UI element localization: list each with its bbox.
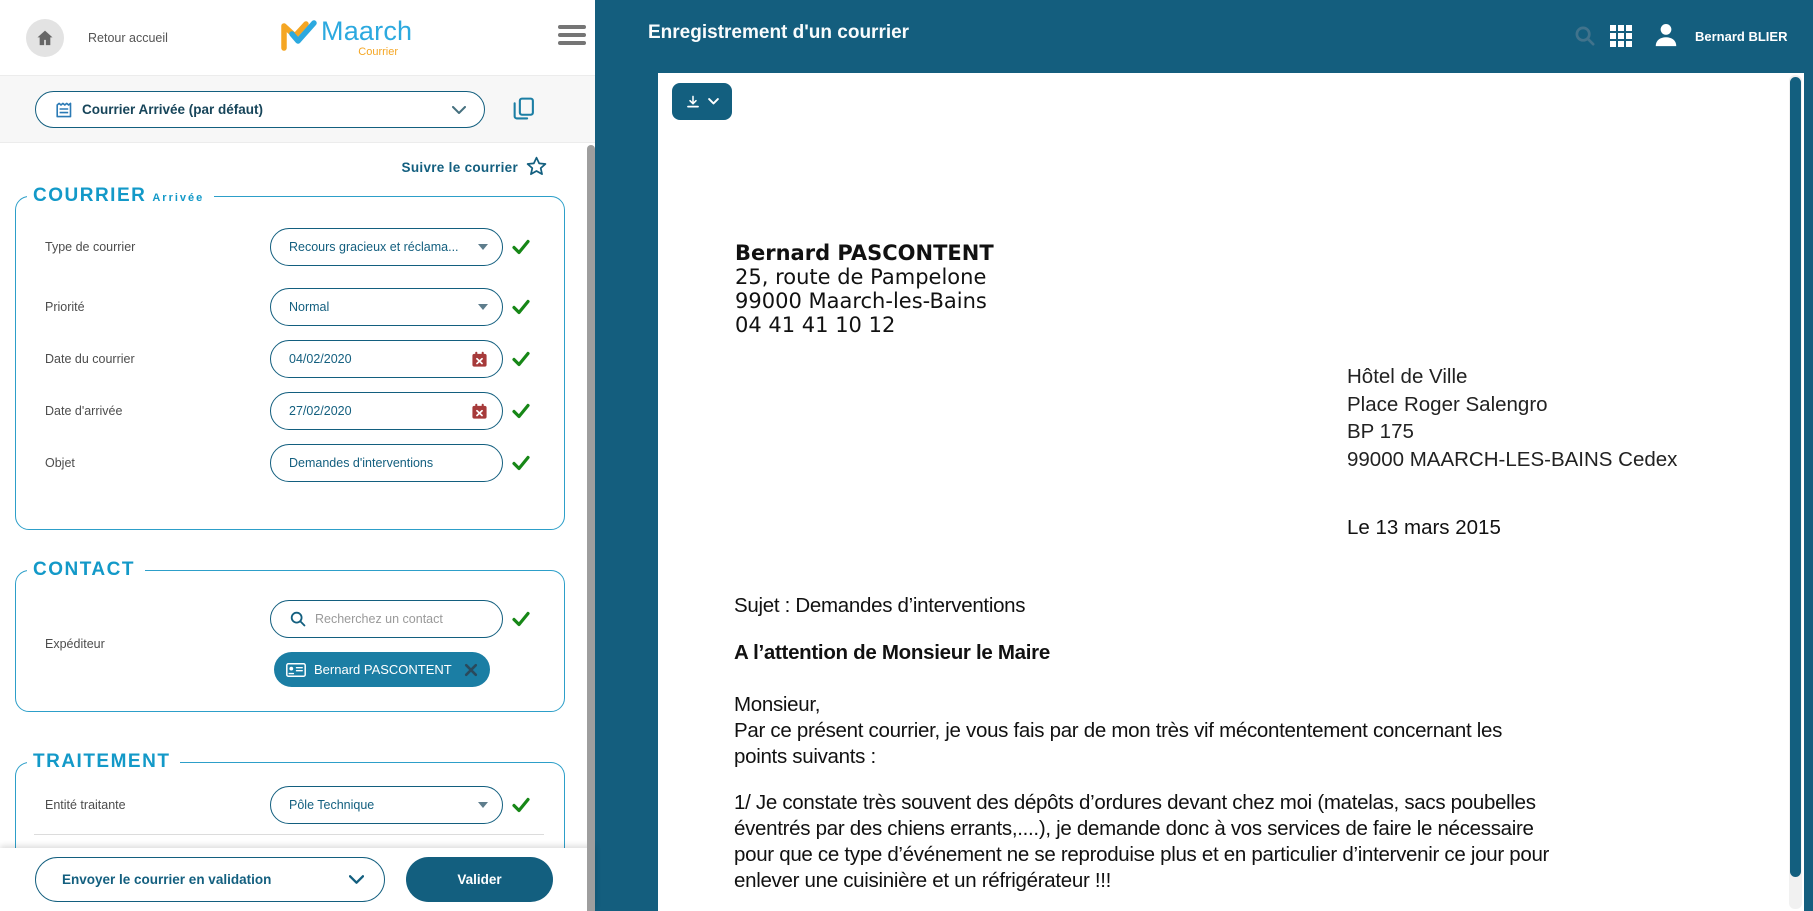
document-viewer xyxy=(658,73,1804,911)
letter-sender-block xyxy=(735,241,994,337)
recipient-line: BP 175 xyxy=(1347,420,1414,443)
form-icon xyxy=(54,100,74,120)
valid-check-icon xyxy=(511,795,531,815)
sender-contact-chip[interactable] xyxy=(274,652,490,687)
apps-grid-icon xyxy=(1610,25,1632,47)
search-icon xyxy=(289,610,307,628)
letter-intro-line: Par ce présent courrier, je vous fais par de mon très vif mécontentement concernant les xyxy=(734,719,1503,742)
search-icon xyxy=(1574,25,1597,48)
close-icon[interactable] xyxy=(464,663,478,677)
duplicate-model-button[interactable] xyxy=(510,96,537,123)
letter-date: Le 13 mars 2015 xyxy=(1347,516,1501,539)
section-contact-title xyxy=(27,560,145,581)
type-courrier-select[interactable] xyxy=(270,228,503,266)
user-profile-button[interactable] xyxy=(1652,21,1680,49)
maarch-logo-mark xyxy=(281,19,317,51)
sender-city: 99000 Maarch-les-Bains xyxy=(735,289,987,313)
apps-grid-button[interactable] xyxy=(1610,25,1632,47)
valid-check-icon xyxy=(511,297,531,317)
chip-label: Bernard PASCONTENT xyxy=(314,662,452,677)
recipient-line: 99000 MAARCH-LES-BAINS Cedex xyxy=(1347,447,1678,471)
field-label-entite: Entité traitante xyxy=(45,798,126,812)
back-home-label[interactable]: Retour accueil xyxy=(88,31,168,45)
letter-paragraph xyxy=(734,790,1549,894)
letter-paragraph-line: pour que ce type d’événement ne se reproduise plus et en particulier d’intervenir ce jour pour xyxy=(734,843,1550,866)
entite-traitante-select[interactable] xyxy=(270,786,503,824)
entite-value: Pôle Technique xyxy=(289,798,375,812)
letter-paragraph-line: enlever une cuisinière et un réfrigérateur !!! xyxy=(734,869,1112,892)
date-arrivee-input[interactable] xyxy=(270,392,503,430)
follow-mail-label[interactable]: Suivre le courrier xyxy=(401,160,518,175)
contact-card-icon xyxy=(286,663,306,677)
model-select[interactable] xyxy=(35,91,485,128)
template-bar xyxy=(0,75,595,143)
priorite-value: Normal xyxy=(289,300,330,314)
contact-search-input[interactable] xyxy=(270,600,503,638)
field-label-type: Type de courrier xyxy=(45,240,136,254)
letter-recipient-block xyxy=(1347,363,1677,473)
chevron-down-icon xyxy=(452,106,466,114)
field-label-date-courrier: Date du courrier xyxy=(45,352,135,366)
valid-check-icon xyxy=(511,401,531,421)
valid-check-icon xyxy=(511,453,531,473)
priorite-select[interactable] xyxy=(270,288,503,326)
calendar-remove-icon[interactable] xyxy=(471,403,488,420)
right-panel xyxy=(595,0,1813,911)
recipient-line: Place Roger Salengro xyxy=(1347,392,1548,416)
date-courrier-value: 04/02/2020 xyxy=(289,352,352,366)
chevron-down-icon xyxy=(478,244,488,250)
action-select[interactable] xyxy=(35,857,385,902)
logo-subtitle: Courrier xyxy=(358,46,398,58)
logo-title: Maarch xyxy=(321,16,413,46)
section-subtitle: Arrivée xyxy=(152,192,205,204)
current-user-name: Bernard BLIER xyxy=(1695,29,1788,44)
valider-button[interactable]: Valider xyxy=(406,857,553,902)
calendar-remove-icon[interactable] xyxy=(471,351,488,368)
section-courrier-title xyxy=(27,186,214,208)
letter-attention-line: A l’attention de Monsieur le Maire xyxy=(734,641,1050,664)
section-title: TRAITEMENT xyxy=(33,751,171,772)
home-icon xyxy=(35,28,55,48)
section-traitement-title xyxy=(27,752,180,773)
valid-check-icon xyxy=(511,237,531,257)
field-label-priorite: Priorité xyxy=(45,300,85,314)
objet-value: Demandes d'interventions xyxy=(289,456,434,470)
sender-phone: 04 41 41 10 12 xyxy=(735,313,896,337)
field-label-expediteur: Expéditeur xyxy=(45,637,105,651)
home-button[interactable] xyxy=(26,19,64,57)
objet-input[interactable] xyxy=(270,444,503,482)
letter-paragraph-line: 1/ Je constate très souvent des dépôts d’ordures devant chez moi (matelas, sacs poubelles xyxy=(734,791,1536,814)
left-panel-scrollbar[interactable] xyxy=(587,145,595,911)
action-select-value: Envoyer le courrier en validation xyxy=(62,872,272,887)
valid-check-icon xyxy=(511,349,531,369)
letter-intro-line: points suivants : xyxy=(734,745,876,768)
letter-intro xyxy=(734,692,1502,770)
star-icon[interactable] xyxy=(525,155,548,178)
date-arrivee-value: 27/02/2020 xyxy=(289,404,352,418)
valid-check-icon xyxy=(511,609,531,629)
document-scrollbar[interactable] xyxy=(1790,77,1801,877)
letter-paragraph-line: éventrés par des chiens errants,....), je demande donc à vos services de faire le nécessaire xyxy=(734,817,1534,840)
section-title: CONTACT xyxy=(33,559,135,580)
actions-footer xyxy=(0,848,595,911)
field-label-date-arrivee: Date d'arrivée xyxy=(45,404,123,418)
contact-search-field[interactable] xyxy=(315,612,488,626)
duplicate-icon xyxy=(511,96,536,121)
chevron-down-icon xyxy=(478,304,488,310)
chevron-down-icon xyxy=(349,875,364,884)
recipient-line: Hôtel de Ville xyxy=(1347,365,1468,388)
user-icon xyxy=(1652,21,1680,49)
chevron-down-icon xyxy=(478,802,488,808)
letter-intro-line: Monsieur, xyxy=(734,693,821,716)
letter-subject: Sujet : Demandes d’interventions xyxy=(734,594,1026,617)
left-panel xyxy=(0,0,595,911)
model-select-value: Courrier Arrivée (par défaut) xyxy=(82,102,264,117)
sender-name: Bernard PASCONTENT xyxy=(735,241,994,265)
date-courrier-input[interactable] xyxy=(270,340,503,378)
sender-address: 25, route de Pampelone xyxy=(735,265,987,289)
search-button[interactable] xyxy=(1574,25,1597,48)
maarch-logo xyxy=(281,15,413,59)
row-divider xyxy=(34,834,544,835)
field-label-objet: Objet xyxy=(45,456,75,470)
letter-page xyxy=(658,73,1804,911)
menu-icon[interactable] xyxy=(558,25,586,45)
type-courrier-value: Recours gracieux et réclama... xyxy=(289,240,459,254)
section-title: COURRIER xyxy=(33,185,147,206)
page-title: Enregistrement d'un courrier xyxy=(648,22,910,43)
